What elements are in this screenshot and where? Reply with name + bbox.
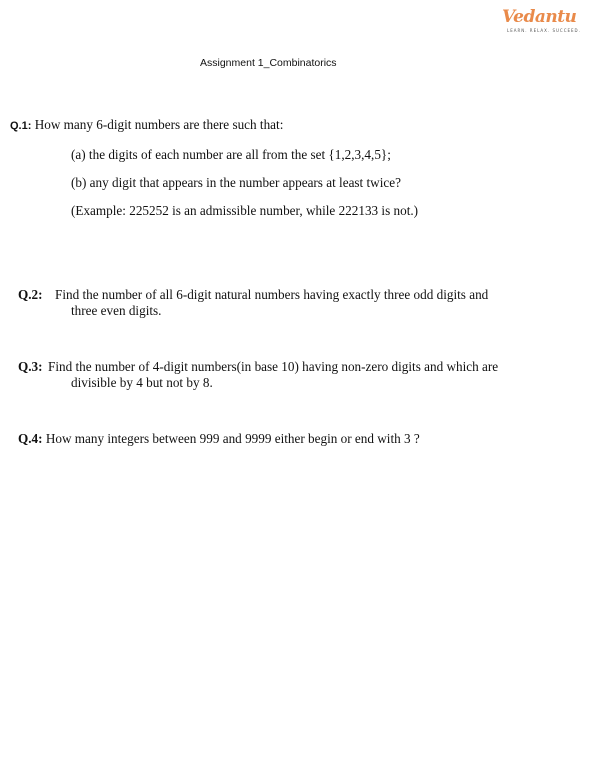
- question-1-part-b: (b) any digit that appears in the number appears at least twice?: [71, 175, 401, 190]
- question-4-number: Q.4:: [18, 431, 43, 446]
- question-1-text: How many 6-digit numbers are there such that:: [34, 117, 284, 132]
- question-3-line-1: Find the number of 4-digit numbers(in base 10) having non-zero digits and which are: [48, 359, 499, 374]
- question-4: [18, 431, 420, 447]
- question-1-number: Q.1:: [10, 120, 32, 132]
- logo-tagline: LEARN. RELAX. SUCCEED.: [507, 28, 581, 33]
- question-1-example: (Example: 225252 is an admissible number, while 222133 is not.): [71, 203, 419, 218]
- question-2: [18, 287, 43, 303]
- vedantu-logo: [494, 6, 581, 36]
- document-title: Assignment 1_Combinatorics: [200, 57, 337, 69]
- question-3-number: Q.3:: [18, 359, 43, 374]
- question-3: [18, 359, 43, 375]
- question-1-part-a: (a) the digits of each number are all from the set {1,2,3,4,5};: [71, 147, 391, 162]
- question-4-text: How many integers between 999 and 9999 either begin or end with 3 ?: [45, 431, 420, 446]
- logo-wordmark: Vedantu: [502, 7, 577, 27]
- question-3-line-2: divisible by 4 but not by 8.: [71, 375, 213, 390]
- question-2-number: Q.2:: [18, 287, 43, 302]
- question-1: [10, 117, 283, 134]
- question-2-line-1: Find the number of all 6-digit natural numbers having exactly three odd digits and: [55, 287, 489, 302]
- question-2-line-2: three even digits.: [71, 303, 162, 318]
